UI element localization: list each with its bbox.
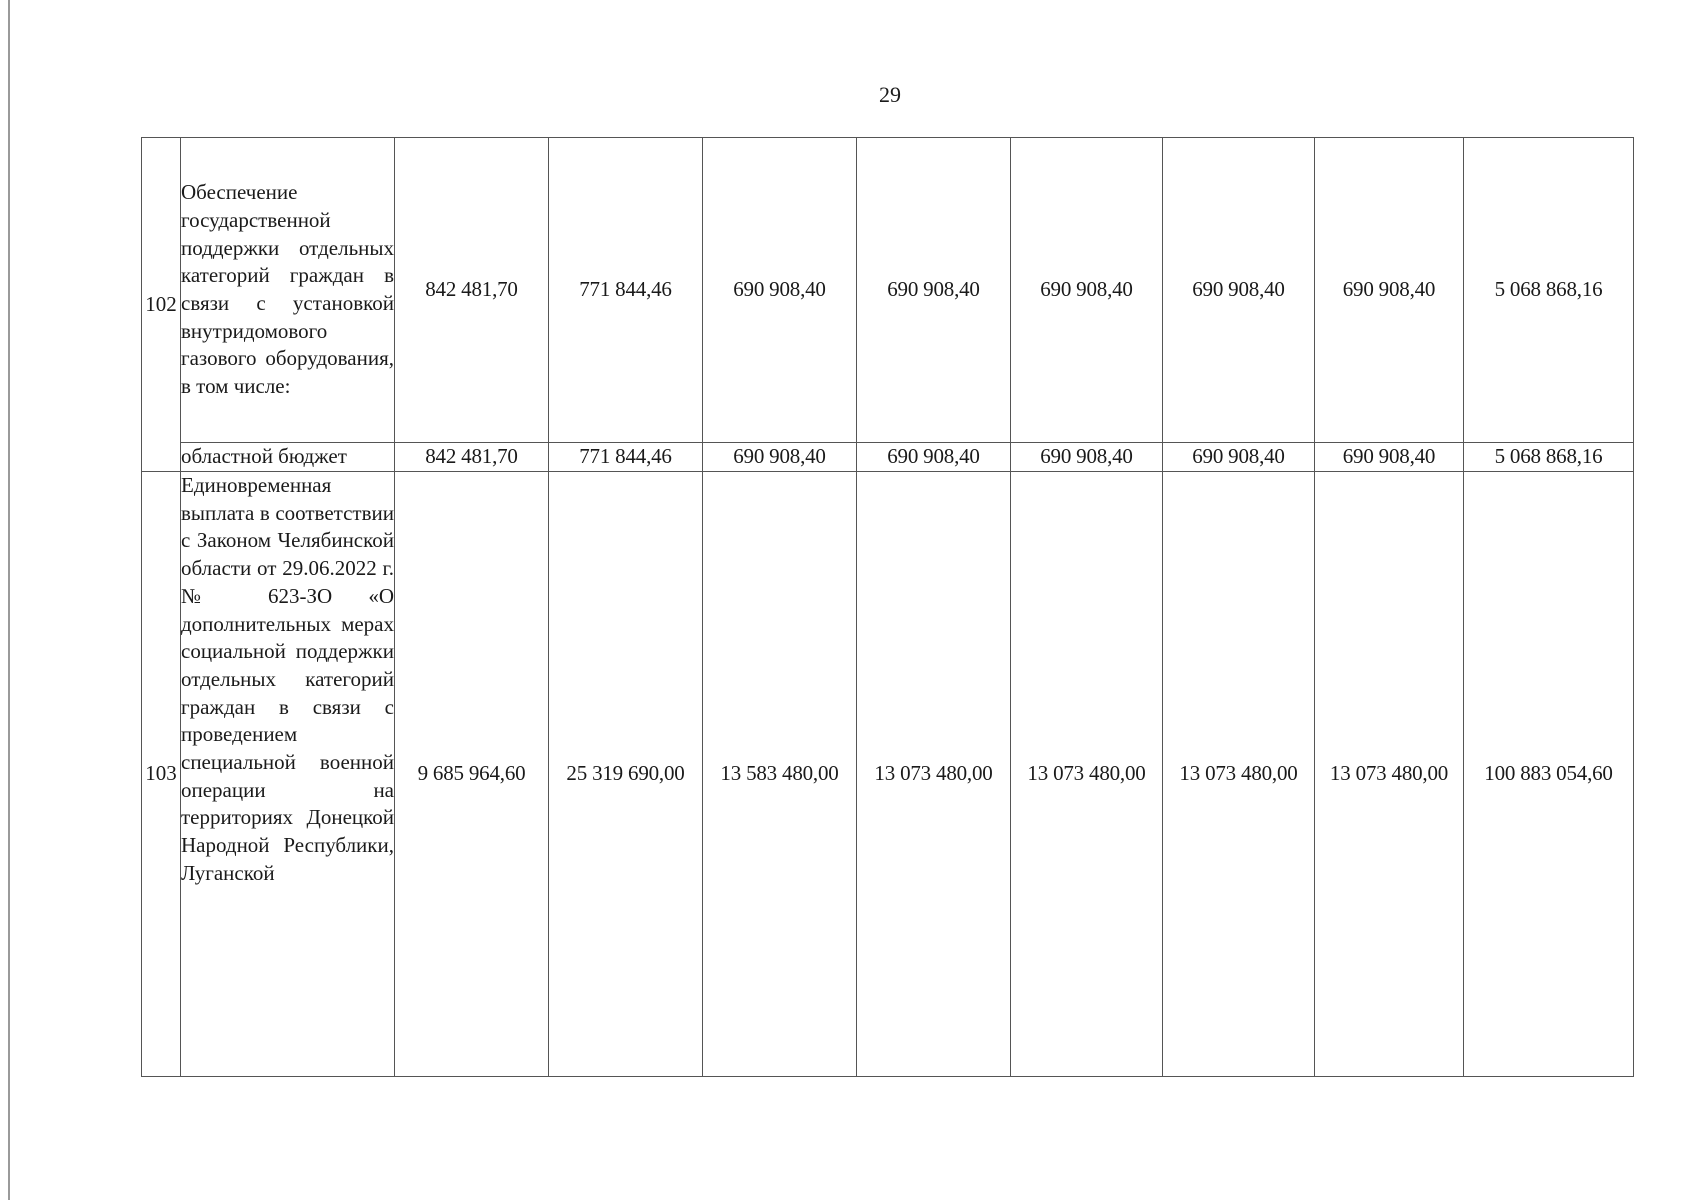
- row-description: Обеспечение государственной поддержки отдельных категорий граждан в связи с установкой внутридомового газового оборудования, в том числе:: [181, 138, 395, 443]
- table-row: [142, 472, 1634, 1077]
- value-cell: 25 319 690,00: [549, 472, 703, 1077]
- total-cell: 5 068 868,16: [1464, 443, 1634, 472]
- value-cell: 13 073 480,00: [1011, 472, 1163, 1077]
- value-cell: 690 908,40: [1011, 443, 1163, 472]
- value-cell: 690 908,40: [1011, 138, 1163, 443]
- budget-table: [141, 137, 1634, 1077]
- table-row: [142, 138, 1634, 443]
- value-cell: 690 908,40: [1315, 443, 1464, 472]
- funding-source-label: областной бюджет: [181, 443, 395, 472]
- scan-left-edge: [8, 0, 10, 1200]
- value-cell: 771 844,46: [549, 138, 703, 443]
- value-cell: 13 073 480,00: [1315, 472, 1464, 1077]
- value-cell: 690 908,40: [703, 138, 857, 443]
- page-number: 29: [879, 82, 901, 107]
- value-cell: 842 481,70: [395, 138, 549, 443]
- table-subrow: [142, 443, 1634, 472]
- row-description: Единовременная выплата в соответствии с Законом Челябинской области от 29.06.2022 г. № 623-ЗО «О дополнительных мерах социальной поддержки отдельных категорий граждан в связи с проведением специальной военной операции на территориях Донецкой Народной Республики, Луганской: [181, 472, 395, 1077]
- row-number: 102: [142, 138, 181, 472]
- value-cell: 13 073 480,00: [857, 472, 1011, 1077]
- value-cell: 690 908,40: [1315, 138, 1464, 443]
- value-cell: 771 844,46: [549, 443, 703, 472]
- value-cell: 9 685 964,60: [395, 472, 549, 1077]
- value-cell: 842 481,70: [395, 443, 549, 472]
- total-cell: 100 883 054,60: [1464, 472, 1634, 1077]
- value-cell: 690 908,40: [1163, 443, 1315, 472]
- value-cell: 690 908,40: [857, 443, 1011, 472]
- value-cell: 13 073 480,00: [1163, 472, 1315, 1077]
- value-cell: 13 583 480,00: [703, 472, 857, 1077]
- value-cell: 690 908,40: [857, 138, 1011, 443]
- value-cell: 690 908,40: [703, 443, 857, 472]
- row-number: 103: [142, 472, 181, 1077]
- total-cell: 5 068 868,16: [1464, 138, 1634, 443]
- value-cell: 690 908,40: [1163, 138, 1315, 443]
